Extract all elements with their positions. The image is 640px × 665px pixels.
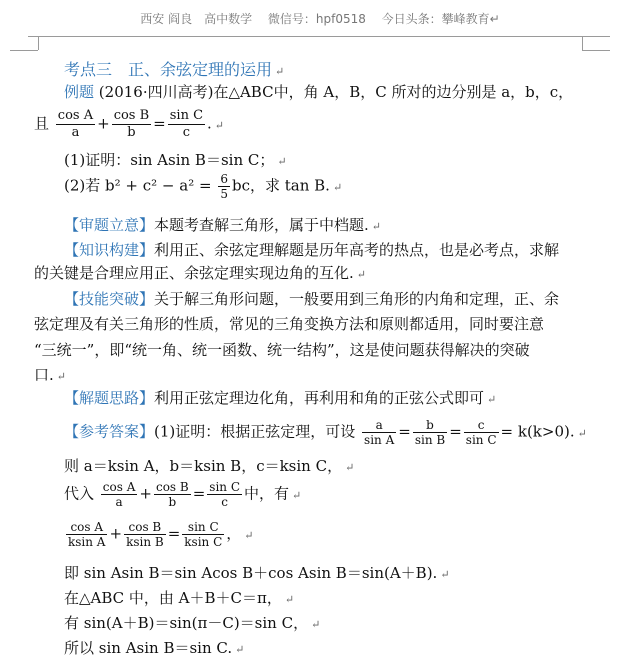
- section-title: 考点三 正、余弦定理的运用 ↵: [64, 60, 285, 79]
- example-equation: 且 $\frac{\text{cos A}}{a}$ + $\frac{\text{cos B}}{b}$ = $\frac{\text{sin C}}{c}$ . ↵: [34, 108, 225, 140]
- section-jineng-cont1: 弦定理及有关三角形的性质，常见的三角变换方法和原则都适用，同时要注意: [34, 315, 545, 333]
- section-jineng: 【技能突破】关于解三角形问题，一般要用到三角形的内角和定理，正、余: [64, 290, 560, 308]
- section-zhishi-cont: 的关键是合理应用正、余弦定理实现边角的互化. ↵: [34, 264, 366, 282]
- corner-left-ext: [10, 50, 38, 51]
- example-intro: 例题 (2016·四川高考)在△ABC中，角 A，B，C 所对的边分别是 a，b，c，: [64, 83, 574, 101]
- example-part2: (2)若 b² + c² − a² = $\frac{6}{5}$ bc，求 tan B. ↵: [64, 172, 343, 201]
- answer-line5: 即 sin Asin B＝sin Acos B＋cos Asin B＝sin(A＋B). ↵: [64, 564, 450, 582]
- section-zhishi: 【知识构建】利用正、余弦定理解题是历年高考的热点，也是必考点，求解: [64, 241, 560, 259]
- answer-line4: $\frac{\text{cos A}}{\text{ksin A}}$ + $\frac{\text{cos B}}{\text{ksin B}}$ = $\frac{\text{sin C}}{\text{ksin C}}$ ， ↵: [68, 520, 254, 549]
- corner-right: [582, 36, 583, 50]
- corner-right-ext: [582, 50, 610, 51]
- corner-left: [38, 36, 39, 50]
- example-part1: (1)证明：sin Asin B＝sin C； ↵: [64, 151, 287, 169]
- answer-line7: 有 sin(A＋B)＝sin(π－C)＝sin C， ↵: [64, 614, 321, 632]
- answer-line1: 【参考答案】(1)证明：根据正弦定理，可设 $\frac{a}{\text{sin A}}$ = $\frac{b}{\text{sin B}}$ = $\frac{c}{\text{sin C}}$ = k(k>0). ↵: [64, 418, 587, 447]
- header-rule-main: [28, 36, 610, 37]
- answer-line2: 则 a＝ksin A，b＝ksin B，c＝ksin C， ↵: [64, 457, 355, 475]
- section-shenti: 【审题立意】本题考查解三角形，属于中档题. ↵: [64, 216, 382, 234]
- answer-line6: 在△ABC 中，由 A＋B＋C＝π， ↵: [64, 589, 295, 607]
- section-silu: 【解题思路】利用正弦定理边化角，再利用和角的正弦公式即可 ↵: [64, 389, 497, 407]
- section-jineng-cont3: 口. ↵: [34, 366, 66, 384]
- section-jineng-cont2: “三统一”，即“统一角、统一函数、统一结构”，这是使问题获得解决的突破: [34, 341, 530, 359]
- answer-line3: 代入 $\frac{\text{cos A}}{a}$ + $\frac{\text{cos B}}{b}$ = $\frac{\text{sin C}}{c}$ 中，有 ↵: [64, 480, 302, 509]
- answer-line8: 所以 sin Asin B＝sin C. ↵: [64, 639, 245, 657]
- page-header: 西安 阎良 高中数学 微信号：hpf0518 今日头条：攀峰教育↵: [140, 12, 500, 26]
- example-label: 例题: [64, 83, 95, 101]
